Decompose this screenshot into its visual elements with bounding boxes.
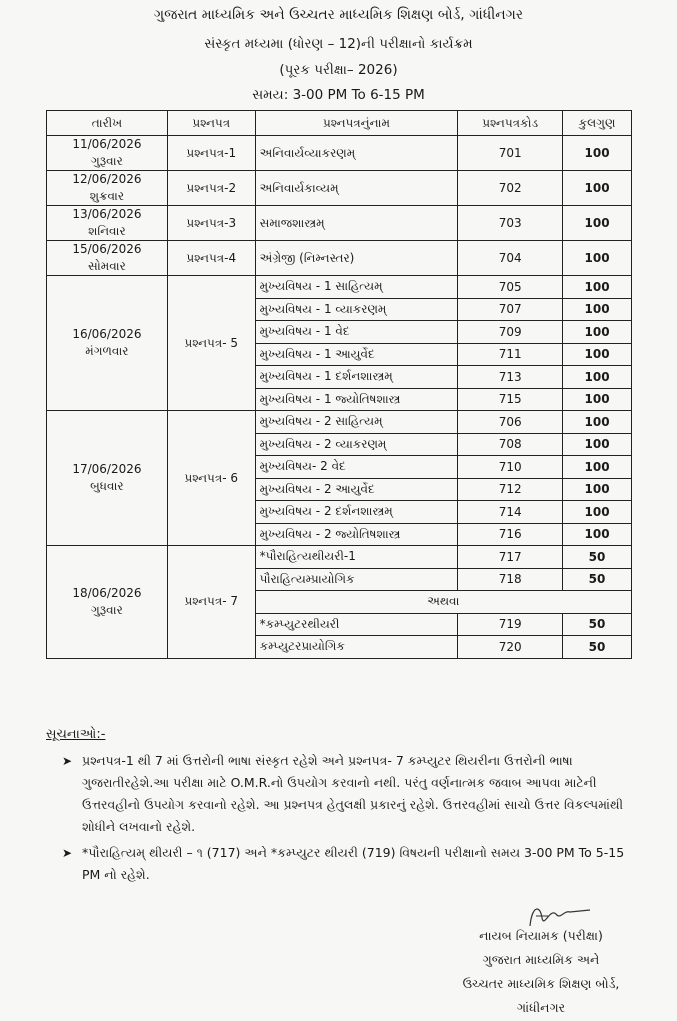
exam-date-cell [47,546,168,659]
total-marks: 100 [563,366,632,389]
total-marks: 100 [563,456,632,479]
schedule-table-body [47,136,632,659]
signatory-org-line2: ઉચ્ચતર માધ્યમિક શિક્ષણ બોર્ડ, [462,976,620,991]
total-marks: 100 [563,343,632,366]
exam-date: 18/06/2026 [72,585,142,600]
table-row [47,136,632,171]
paper-code: 717 [458,546,563,569]
subject-name: સમાજશાસ્ત્રમ્ [255,206,458,241]
exam-day: બુધવાર [90,479,124,493]
exam-date: 16/06/2026 [72,327,142,341]
exam-date: 13/06/2026 [72,207,142,221]
column-header-code: પ્રશ્નપત્રકોડ [458,111,563,136]
paper-code: 718 [458,568,563,591]
exam-day: ગુરૂવાર [91,602,123,617]
subject-name: પૌરાહિત્યમ્પ્રાયોગિક [255,568,458,591]
subject-name: *પૌરાહિત્યથીયરી-1 [255,546,458,569]
paper-number: પ્રશ્નપત્ર-4 [167,241,255,276]
total-marks: 50 [563,636,632,659]
total-marks: 100 [563,206,632,241]
paper-code: 709 [458,321,563,344]
note-text: પ્રશ્નપત્ર-1 થી 7 માં ઉત્તરોની ભાષા સંસ્કૃત રહેશે અને પ્રશ્નપત્ર- 7 કમ્પ્યુટર થિયરીના ઉત્તરોની ભાષા ગુજરાતીરહેશે.આ પરીક્ષા માટે O.M.R.નો ઉપયોગ કરવાનો નથી. પરંતુ વર્ણનાત્મક જવાબ આપવા માટેની ઉત્તરવહીનો ઉપયોગ કરવાનો રહેશે. આ પ્રશ્નપત્ર હેતુલક્ષી પ્રકારનું રહેશે. ઉત્તરવહીમાં સાચો ઉત્તર વિકલ્પમાંથી શોધીને લખવાનો રહેશે. [82,753,624,834]
schedule-table [46,110,632,659]
subject-name: મુખ્યવિષય - 2 દર્શનશાસ્ત્રમ્ [255,501,458,524]
exam-day: સોમવાર [88,259,126,273]
table-row [47,241,632,276]
paper-code: 706 [458,411,563,434]
paper-code: 711 [458,343,563,366]
signatory-org-line1: ગુજરાત માધ્યમિક અને [482,952,600,967]
subject-name: મુખ્યવિષય - 1 દર્શનશાસ્ત્રમ્ [255,366,458,389]
note-item [62,842,637,886]
total-marks: 100 [563,321,632,344]
paper-code: 719 [458,613,563,636]
subject-name: મુખ્યવિષય - 2 સાહિત્યમ્ [255,411,458,434]
total-marks: 100 [563,523,632,546]
notes-heading: સૂચનાઓ:- [46,727,106,742]
subject-name: કમ્પ્યુટરપ્રાયોગિક [255,636,458,659]
paper-code: 715 [458,388,563,411]
exam-date: 11/06/2026 [72,137,142,151]
paper-number: પ્રશ્નપત્ર-1 [167,136,255,171]
signatory-designation: નાયબ નિયામક (પરીક્ષા) [479,928,603,943]
paper-code: 701 [458,136,563,171]
paper-code: 713 [458,366,563,389]
subject-name: મુખ્યવિષય- 2 વેદ [255,456,458,479]
total-marks: 100 [563,433,632,456]
note-text: *પૌરાહિત્યમ્ થીયરી – ૧ (717) અને *કમ્પ્યુટર થીયરી (719) વિષયની પરીક્ષાનો સમય 3-00 PM To 5-15 PM નો રહેશે. [82,845,625,882]
exam-day: શનિવાર [88,224,126,238]
exam-day: મંગળવાર [85,344,129,358]
subject-name: મુખ્યવિષય - 1 સાહિત્યમ્ [255,276,458,299]
exam-date-cell [47,276,168,411]
paper-code: 714 [458,501,563,524]
or-separator: અથવા [255,591,631,614]
schedule-title: સંસ્કૃત મધ્યમા (ધોરણ – 12)ની પરીક્ષાનો કાર્યક્રમ [204,36,473,52]
subject-name: અંગ્રેજી (નિમ્નસ્તર) [255,241,458,276]
subject-name: મુખ્યવિષય - 2 વ્યાકરણમ્ [255,433,458,456]
table-row [47,171,632,206]
exam-time: સમય: 3-00 PM To 6-15 PM [252,87,425,103]
exam-date-cell [47,171,168,206]
exam-date-cell [47,411,168,546]
exam-date-cell [47,206,168,241]
paper-code: 710 [458,456,563,479]
column-header-subject: પ્રશ્નપત્રનુંનામ [255,111,458,136]
exam-day: ગુરૂવાર [91,154,123,168]
exam-date: 12/06/2026 [72,172,142,186]
total-marks: 50 [563,568,632,591]
table-row [47,276,632,299]
paper-code: 702 [458,171,563,206]
paper-number: પ્રશ્નપત્ર- 5 [167,276,255,411]
paper-number: પ્રશ્નપત્ર-3 [167,206,255,241]
exam-day: શુક્રવાર [89,189,125,203]
table-row [47,546,632,569]
bullet-arrow-icon: ➤ [62,846,73,860]
subject-name: મુખ્યવિષય - 1 વેદ [255,321,458,344]
exam-date: 17/06/2026 [72,462,142,476]
signatory-city: ગાંધીનગર [516,1000,566,1015]
total-marks: 100 [563,411,632,434]
exam-date-cell [47,241,168,276]
subject-name: અનિવાર્યકાવ્યમ્ [255,171,458,206]
paper-number: પ્રશ્નપત્ર- 7 [167,546,255,659]
paper-code: 703 [458,206,563,241]
total-marks: 100 [563,171,632,206]
column-header-paper: પ્રશ્નપત્ર [167,111,255,136]
subject-name: *કમ્પ્યુટરથીયરી [255,613,458,636]
paper-code: 707 [458,298,563,321]
total-marks: 100 [563,276,632,299]
total-marks: 50 [563,546,632,569]
signature-block [441,924,641,1020]
paper-number: પ્રશ્નપત્ર-2 [167,171,255,206]
paper-code: 705 [458,276,563,299]
subject-name: મુખ્યવિષય - 1 જ્યોતિષશાસ્ત્ર [255,388,458,411]
bullet-arrow-icon: ➤ [62,754,73,768]
column-header-marks: કુલગુણ [563,111,632,136]
subject-name: મુખ્યવિષય - 2 જ્યોતિષશાસ્ત્ર [255,523,458,546]
note-item [62,750,637,838]
subject-name: મુખ્યવિષય - 1 આયુર્વેદ [255,343,458,366]
paper-code: 712 [458,478,563,501]
paper-code: 708 [458,433,563,456]
total-marks: 100 [563,501,632,524]
paper-code: 720 [458,636,563,659]
total-marks: 100 [563,388,632,411]
total-marks: 100 [563,298,632,321]
table-header-row [47,111,632,136]
exam-date: 15/06/2026 [72,242,142,256]
total-marks: 100 [563,478,632,501]
paper-code: 704 [458,241,563,276]
paper-number: પ્રશ્નપત્ર- 6 [167,411,255,546]
table-row [47,206,632,241]
paper-code: 716 [458,523,563,546]
board-name: ગુજરાત માધ્યમિક અને ઉચ્ચતર માધ્યમિક શિક્ષણ બોર્ડ, ગાંધીનગર [153,7,524,23]
subject-name: મુખ્યવિષય - 1 વ્યાકરણમ્ [255,298,458,321]
total-marks: 100 [563,136,632,171]
table-row [47,411,632,434]
total-marks: 100 [563,241,632,276]
subject-name: મુખ્યવિષય - 2 આયુર્વેદ [255,478,458,501]
total-marks: 50 [563,613,632,636]
schedule-subtitle: (પૂરક પરીક્ષા– 2026) [279,62,398,78]
subject-name: અનિવાર્યવ્યાકરણમ્ [255,136,458,171]
column-header-date: તારીખ [47,111,168,136]
exam-date-cell [47,136,168,171]
